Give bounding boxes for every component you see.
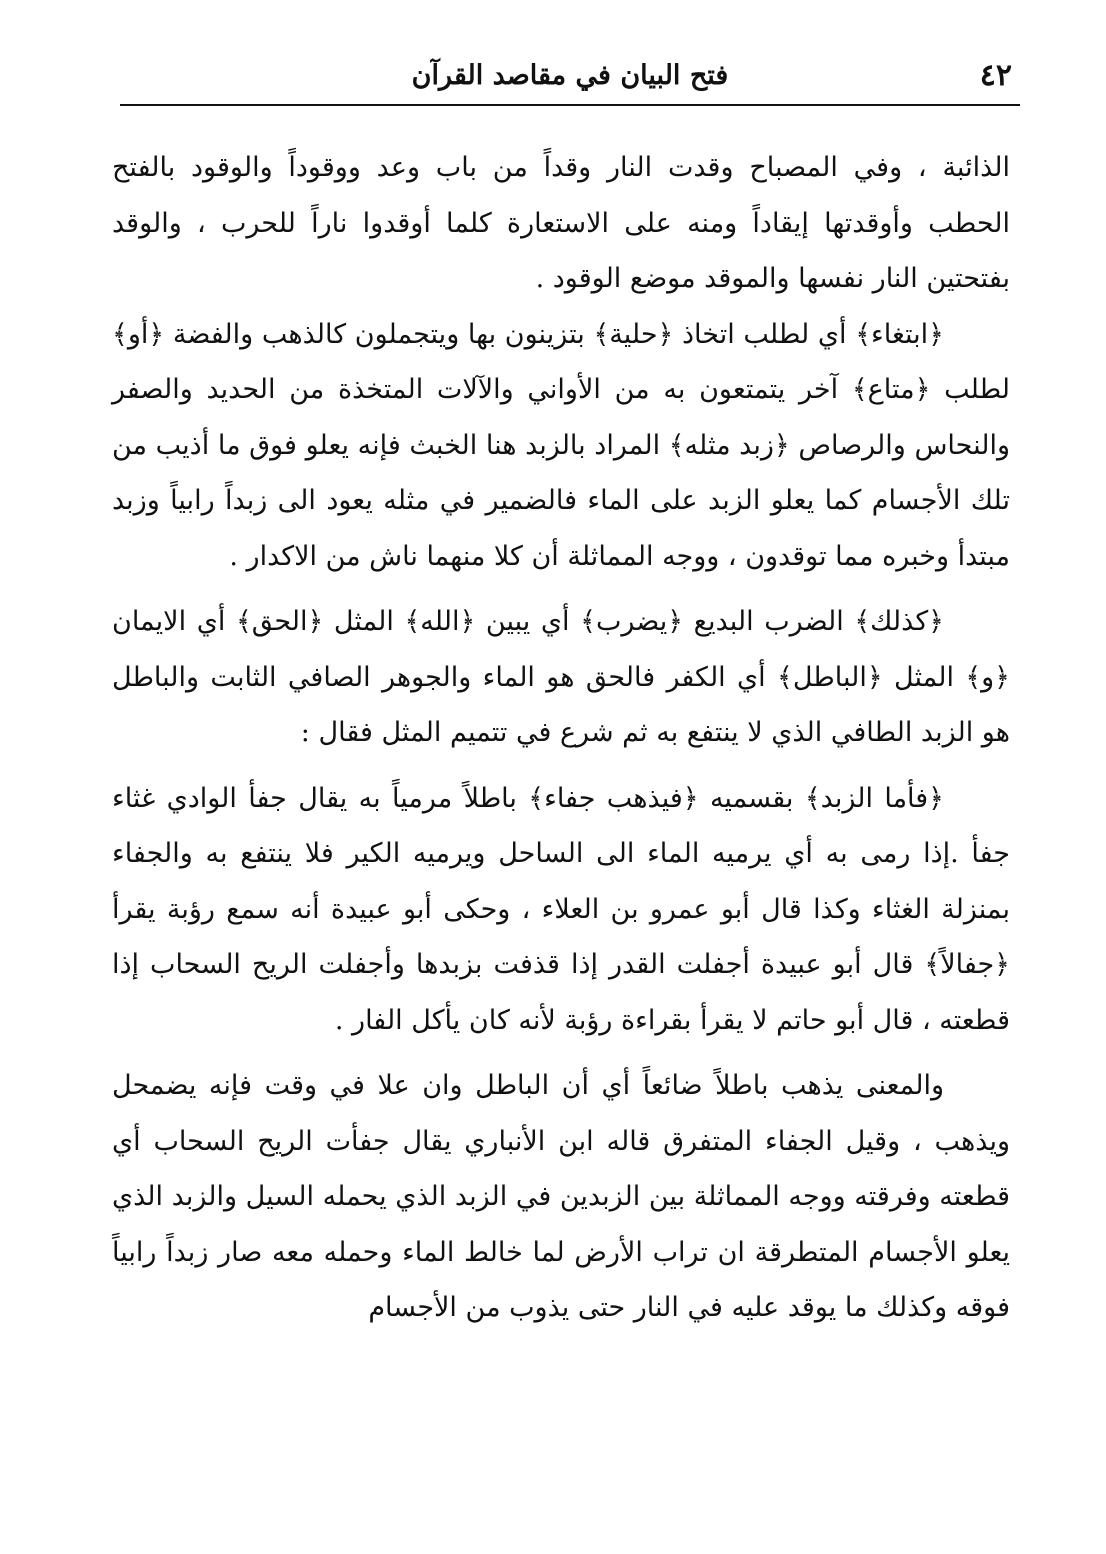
paragraph-2: ﴿ابتغاء﴾ أي لطلب اتخاذ ﴿حلية﴾ بتزينون بها ويتجملون كالذهب والفضة ﴿أو﴾ لطلب ﴿متاع﴾ آخر يتمتعون به من الأواني والآلات المتخذة من الحديد والصفر والنحاس والرصاص ﴿زبد مثله﴾ المراد بالزبد هنا الخبث فإنه يعلو فوق ما أذيب من تلك الأجسام كما يعلو الزبد على الماء فالضمير في مثله يعود الى زبداً رابياً وزبد مبتدأ وخبره مما توقدون ، ووجه المماثلة أن كلا منهما ناش من الاكدار . xyxy=(112,318,1010,572)
book-title: فتح البيان في مقاصد القرآن xyxy=(411,60,729,91)
header-divider xyxy=(120,104,1020,106)
paragraph-spacer xyxy=(112,1048,1010,1058)
paragraph-spacer xyxy=(112,584,1010,594)
paragraph-3: ﴿كذلك﴾ الضرب البديع ﴿يضرب﴾ أي يبين ﴿الله﴾ المثل ﴿الحق﴾ أي الايمان ﴿و﴾ المثل ﴿الباطل﴾ أي الكفر فالحق هو الماء والجوهر الصافي الثابت والباطل هو الزبد الطافي الذي لا ينتفع به ثم شرع في تتميم المثل فقال : xyxy=(112,606,1010,748)
page-number: ٤٢ xyxy=(979,58,1012,93)
paragraph-5: والمعنى يذهب باطلاً ضائعاً أي أن الباطل وان علا في وقت فإنه يضمحل ويذهب ، وقيل الجفاء المتفرق قاله ابن الأنباري يقال جفأت الريح السحاب أي قطعته وفرقته ووجه المماثلة بين الزبدين في الزبد الذي يحمله السيل والزبد الذي يعلو الأجسام المتطرقة ان تراب الأرض لما خالط الماء وحمله معه صار زبداً رابياً فوقه وكذلك ما يوقد عليه في النار حتى يذوب من الأجسام xyxy=(112,1070,1010,1323)
paragraph-1: الذائبة ، وفي المصباح وقدت النار وقداً من باب وعد ووقوداً والوقود بالفتح الحطب وأوقدتها إيقاداً ومنه على الاستعارة كلما أوقدوا ناراً للحرب ، والوقد بفتحتين النار نفسها والموقد موضع الوقود . xyxy=(112,152,1010,294)
running-header xyxy=(120,52,1020,102)
paragraph-spacer xyxy=(112,761,1010,771)
paragraph-4: ﴿فأما الزبد﴾ بقسميه ﴿فيذهب جفاء﴾ باطلاً مرمياً به يقال جفأ الوادي غثاء جفأ .إذا رمى به أي يرميه الماء الى الساحل ويرميه الكير فلا ينتفع به والجفاء بمنزلة الغثاء وكذا قال أبو عمرو بن العلاء ، وحكى أبو عبيدة أنه سمع رؤبة يقرأ ﴿جفالاً﴾ قال أبو عبيدة أجفلت القدر إذا قذفت بزبدها وأجفلت الريح السحاب إذا قطعته ، قال أبو حاتم لا يقرأ بقراءة رؤبة لأنه كان يأكل الفار . xyxy=(112,782,1010,1036)
body-text xyxy=(112,140,1010,1336)
